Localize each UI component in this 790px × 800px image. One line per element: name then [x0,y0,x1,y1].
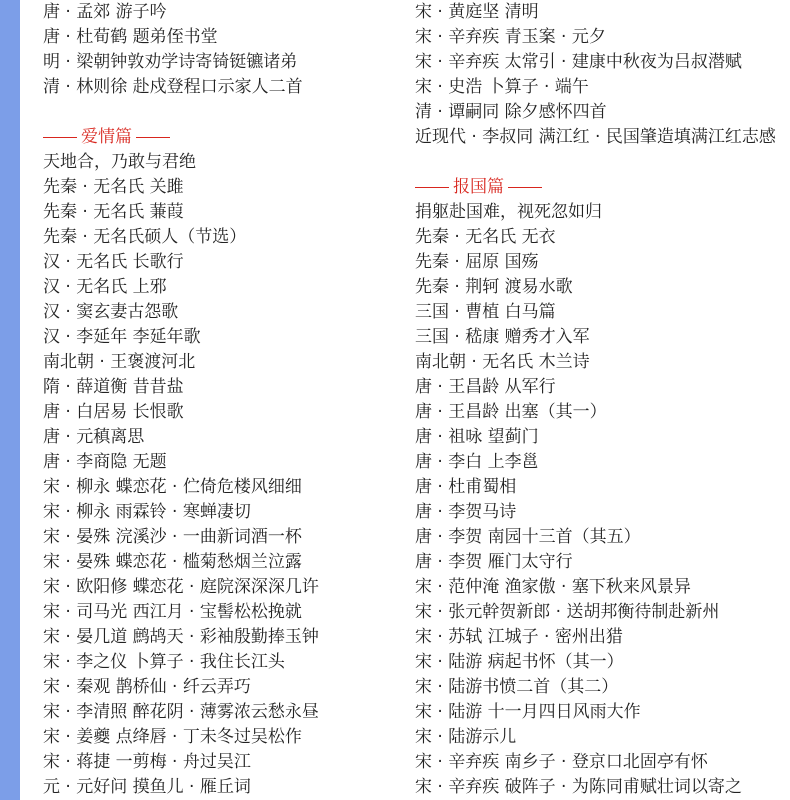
list-item: 宋 · 司马光 西江月 · 宝髻松松挽就 [43,602,302,622]
list-item: 宋 · 李清照 醉花阴 · 薄雾浓云愁永昼 [43,702,319,722]
list-item: 唐 · 元稹离思 [43,427,145,447]
list-item: 唐 · 李贺马诗 [415,502,517,522]
list-item: 唐 · 白居易 长恨歌 [43,402,184,422]
section-title: 报国篇 [453,177,504,197]
list-item: 宋 · 欧阳修 蝶恋花 · 庭院深深深几许 [43,577,319,597]
list-item: 宋 · 张元幹贺新郎 · 送胡邦衡待制赴新州 [415,602,720,622]
list-item: 先秦 · 荆轲 渡易水歌 [415,277,573,297]
list-item: 捐躯赴国难，视死忽如归 [415,202,602,222]
list-item: 宋 · 黄庭坚 清明 [415,2,539,22]
list-item: 宋 · 晏几道 鹧鸪天 · 彩袖殷勤捧玉钟 [43,627,319,647]
list-item: 南北朝 · 王褒渡河北 [43,352,196,372]
list-item: 宋 · 史浩 卜算子 · 端午 [415,77,589,97]
section-heading-love [43,125,403,150]
list-item: 宋 · 李之仪 卜算子 · 我住长江头 [43,652,285,672]
list-item: 宋 · 陆游 十一月四日风雨大作 [415,702,641,722]
list-item: 宋 · 辛弃疾 破阵子 · 为陈同甫赋壮词以寄之 [415,777,742,797]
list-item: 宋 · 陆游书愤二首（其二） [415,677,619,697]
list-item: 汉 · 李延年 李延年歌 [43,327,201,347]
love-section-list [43,150,403,800]
list-item: 宋 · 晏殊 蝶恋花 · 槛菊愁烟兰泣露 [43,552,302,572]
list-item: 汉 · 窦玄妻古怨歌 [43,302,179,322]
section-title: 爱情篇 [81,127,132,147]
list-item: 宋 · 范仲淹 渔家傲 · 塞下秋来风景异 [415,577,691,597]
list-item: 宋 · 辛弃疾 青玉案 · 元夕 [415,27,606,47]
list-item: 清 · 林则徐 赴戍登程口示家人二首 [43,77,303,97]
list-item: 宋 · 柳永 雨霖铃 · 寒蝉凄切 [43,502,251,522]
list-item: 宋 · 晏殊 浣溪沙 · 一曲新词酒一杯 [43,527,302,547]
heading-rule [415,187,449,188]
list-item: 南北朝 · 无名氏 木兰诗 [415,352,590,372]
list-item: 天地合，乃敢与君绝 [43,152,196,172]
right-column [415,0,790,800]
list-item: 唐 · 王昌龄 出塞（其一） [415,402,607,422]
list-item: 唐 · 杜荀鹤 题弟侄书堂 [43,27,218,47]
list-item: 三国 · 嵇康 赠秀才入军 [415,327,590,347]
list-item: 唐 · 李贺 雁门太守行 [415,552,573,572]
left-column [43,0,403,800]
list-item: 元 · 元好问 摸鱼儿 · 雁丘词 [43,777,251,797]
list-item: 先秦 · 无名氏 无衣 [415,227,556,247]
list-item: 隋 · 薛道衡 昔昔盐 [43,377,184,397]
right-top-list [415,0,790,150]
list-item: 宋 · 姜夔 点绛唇 · 丁未冬过吴松作 [43,727,302,747]
list-item: 宋 · 苏轼 江城子 · 密州出猎 [415,627,623,647]
list-item: 先秦 · 无名氏 蒹葭 [43,202,184,222]
list-item: 宋 · 陆游示儿 [415,727,517,747]
section-heading-patriotism [415,175,790,200]
list-item: 三国 · 曹植 白马篇 [415,302,556,322]
list-item: 先秦 · 无名氏 关雎 [43,177,184,197]
list-item: 唐 · 李商隐 无题 [43,452,167,472]
list-item: 宋 · 秦观 鹊桥仙 · 纤云弄巧 [43,677,251,697]
list-item: 宋 · 柳永 蝶恋花 · 伫倚危楼风细细 [43,477,302,497]
list-item: 唐 · 孟郊 游子吟 [43,2,167,22]
left-top-list [43,0,403,100]
list-item: 唐 · 李白 上李邕 [415,452,539,472]
list-item: 先秦 · 无名氏硕人（节选） [43,227,247,247]
list-item: 清 · 谭嗣同 除夕感怀四首 [415,102,607,122]
list-item: 唐 · 祖咏 望蓟门 [415,427,539,447]
list-item: 明 · 梁朝钟敦劝学诗寄锜铤镳诸弟 [43,52,298,72]
list-item: 宋 · 陆游 病起书怀（其一） [415,652,624,672]
patriotism-section-list [415,200,790,800]
heading-rule [508,187,542,188]
list-item: 宋 · 蒋捷 一剪梅 · 舟过吴江 [43,752,251,772]
list-item: 近现代 · 李叔同 满江红 · 民国肇造填满江红志感 [415,127,776,147]
heading-rule [136,137,170,138]
list-item: 宋 · 辛弃疾 太常引 · 建康中秋夜为吕叔潜赋 [415,52,742,72]
content-page [20,0,790,800]
list-item: 先秦 · 屈原 国殇 [415,252,539,272]
heading-rule [43,137,77,138]
list-item: 汉 · 无名氏 长歌行 [43,252,184,272]
list-item: 唐 · 杜甫蜀相 [415,477,517,497]
list-item: 宋 · 辛弃疾 南乡子 · 登京口北固亭有怀 [415,752,708,772]
list-item: 唐 · 王昌龄 从军行 [415,377,556,397]
list-item: 汉 · 无名氏 上邪 [43,277,167,297]
list-item: 唐 · 李贺 南园十三首（其五） [415,527,641,547]
